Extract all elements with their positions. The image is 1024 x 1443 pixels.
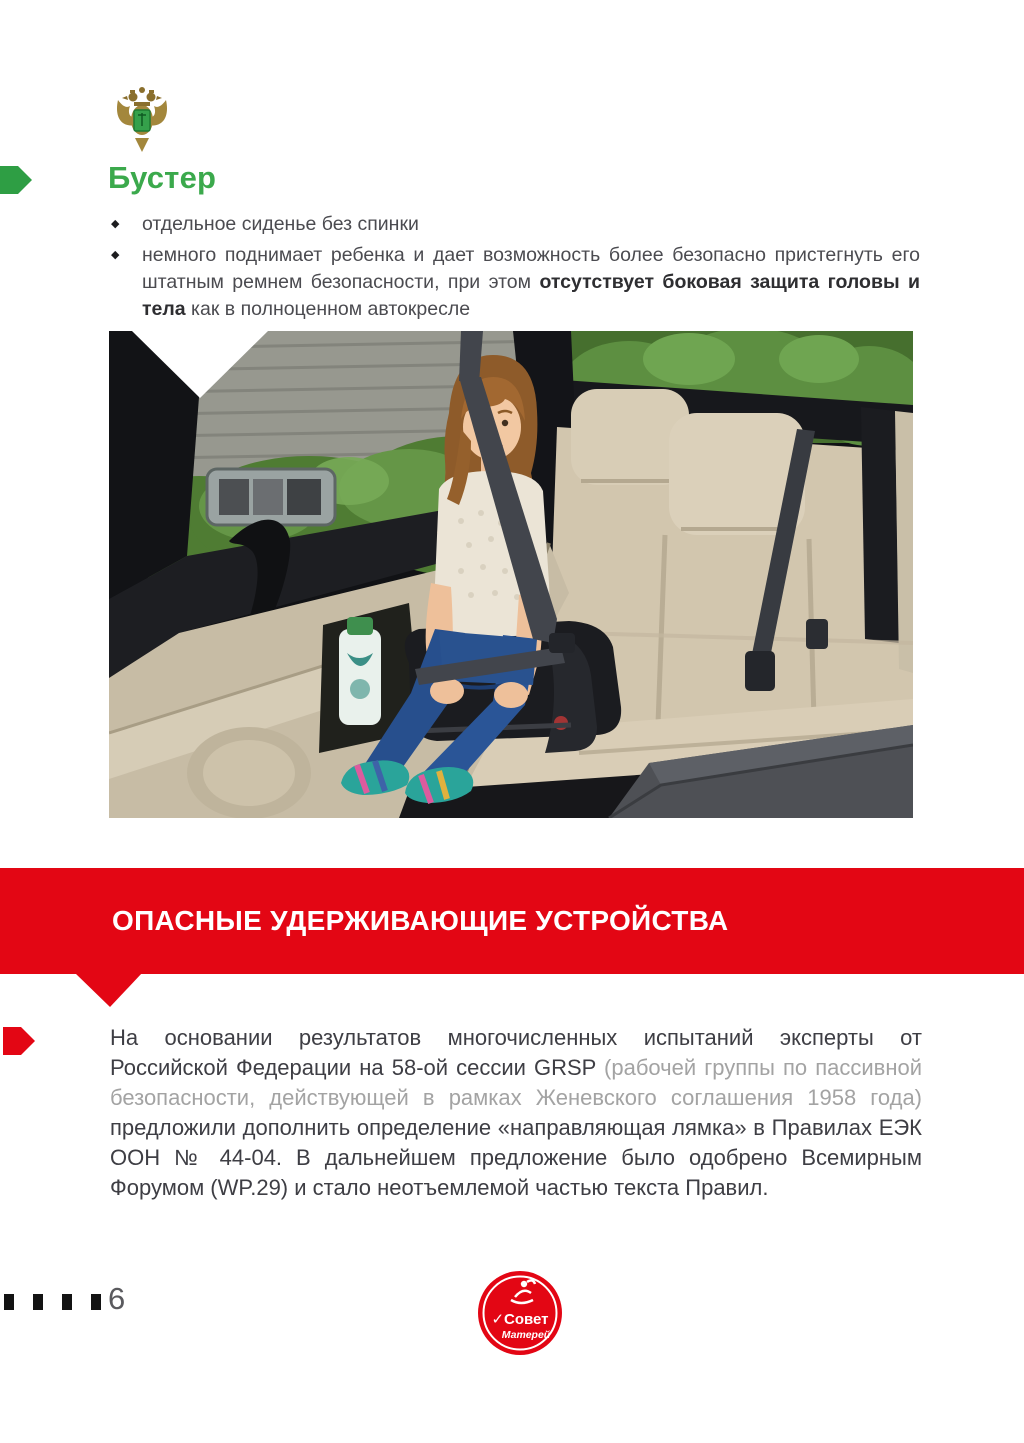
page-title: Бустер [108, 160, 217, 195]
footer-page-marker-squares [4, 1294, 101, 1310]
diamond-bullet-icon: ◆ [111, 218, 120, 230]
banner-title: ОПАСНЫЕ УДЕРЖИВАЮЩИЕ УСТРОЙСТВА [112, 905, 729, 936]
bullet-list [108, 211, 920, 327]
marker-square [4, 1294, 14, 1310]
list-item [108, 242, 920, 323]
bullet-text-normal: немного поднимает ребенка и дает возможность более безопасно пристегнуть его штатным ремнем безопасности, при этом [142, 244, 920, 293]
double-eagle-emblem-icon [110, 84, 174, 154]
diamond-bullet-icon: ◆ [111, 249, 120, 261]
bullet-text: отдельное сиденье без спинки [142, 213, 419, 235]
booster-seat-photo [109, 331, 913, 818]
bullet-text [142, 242, 920, 323]
marker-square [62, 1294, 72, 1310]
list-item [108, 211, 920, 238]
paragraph-part-2: предложили дополнить определение «направляющая лямка» в Правилах ЕЭК ООН № 44-04. В дальнейшем предложение было одобрено Всемирным Форумом (WP.29) и стало неотъемлемой частью текста Правил. [110, 1115, 922, 1200]
paragraph-gray-note: (рабочей группы по пассивной безопасности, действующей в рамках Женевского соглашения 1958 года) [110, 1055, 922, 1110]
page-number: 6 [108, 1281, 126, 1316]
logo-line-2: Матерей [501, 1329, 551, 1341]
logo-line-1: ✓Совет [491, 1311, 549, 1328]
bullet-text-bold: отсутствует боковая защита головы и тела [142, 271, 920, 320]
section-banner [0, 868, 1024, 974]
banner-tail-shape [75, 973, 142, 1007]
marker-square [33, 1294, 43, 1310]
green-arrow-marker-icon [0, 166, 32, 194]
marker-square [91, 1294, 101, 1310]
body-paragraph [110, 1023, 922, 1203]
sovet-materey-logo [477, 1270, 563, 1356]
bullet-text-normal: как в полноценном автокресле [185, 298, 471, 320]
red-arrow-marker-icon [3, 1027, 35, 1055]
paragraph-part-1: На основании результатов многочисленных испытаний эксперты от Российской Федерации на 58-ой сессии GRSP [110, 1025, 922, 1080]
